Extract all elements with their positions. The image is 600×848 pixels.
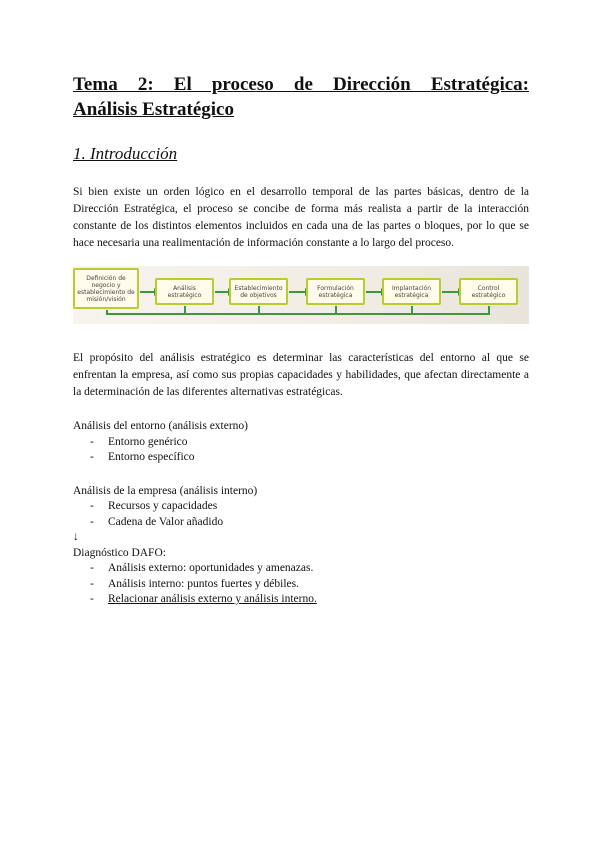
diagram-node-objectives: Establecimiento de objetivos <box>229 278 288 305</box>
diagram-arrow <box>215 291 229 293</box>
list-item: - Entorno genérico <box>73 435 529 451</box>
process-diagram <box>73 266 529 324</box>
feedback-line <box>106 310 108 315</box>
list-item: - Cadena de Valor añadido <box>73 515 529 531</box>
diagram-node-implementation: Implantación estratégica <box>382 278 441 305</box>
down-arrow-symbol: ↓ <box>73 531 79 543</box>
internal-analysis-title: Análisis de la empresa (análisis interno) <box>73 484 258 497</box>
title-line-2: Análisis Estratégico <box>73 99 234 120</box>
diagram-node-control: Control estratégico <box>459 278 518 305</box>
feedback-line <box>106 313 490 315</box>
diagram-node-mission: Definición de negocio y establecimiento de misión/visión <box>73 268 139 309</box>
feedback-line <box>184 306 186 314</box>
section-heading: 1. Introducción <box>73 144 178 163</box>
analysis-lists <box>73 419 529 608</box>
list-item: - Análisis externo: oportunidades y amenazas. <box>73 561 529 577</box>
internal-analysis-list <box>73 499 529 530</box>
diagram-node-formulation: Formulación estratégica <box>306 278 365 305</box>
list-item: - Análisis interno: puntos fuertes y débiles. <box>73 577 529 593</box>
purpose-paragraph: El propósito del análisis estratégico es determinar las características del entorno al que se enfrentan la empresa, así como sus propias capacidades y habilidades, que afectan directamente a la determinación de las diferentes alternativas estratégicas. <box>73 352 529 398</box>
diagram-arrow <box>289 291 306 293</box>
feedback-line <box>335 306 337 314</box>
list-item: - Recursos y capacidades <box>73 499 529 515</box>
diagram-arrow <box>366 291 382 293</box>
diagram-arrow <box>140 291 155 293</box>
dafo-list <box>73 561 529 608</box>
dafo-title: Diagnóstico DAFO: <box>73 546 166 559</box>
feedback-line <box>411 306 413 314</box>
diagram-arrow <box>442 291 459 293</box>
document-title <box>73 72 529 122</box>
list-item: - Relacionar análisis externo y análisis interno. <box>73 592 529 608</box>
title-line-1: Tema 2: El proceso de Dirección Estratégica: <box>73 74 529 95</box>
external-analysis-list <box>73 435 529 466</box>
external-analysis-title: Análisis del entorno (análisis externo) <box>73 420 249 432</box>
feedback-line <box>258 306 260 314</box>
intro-paragraph: Si bien existe un orden lógico en el desarrollo temporal de las partes básicas, dentro de la Dirección Estratégica, el proceso se concibe de forma más realista a partir de la interacción constante de los distintos elementos incluidos en cada una de las partes o bloques, por lo que se hace necesaria una realimentación de información constante a lo largo del proceso. <box>73 186 529 249</box>
diagram-node-analysis: Análisis estratégico <box>155 278 214 305</box>
list-item: - Entorno específico <box>73 450 529 466</box>
document-page <box>73 72 529 608</box>
